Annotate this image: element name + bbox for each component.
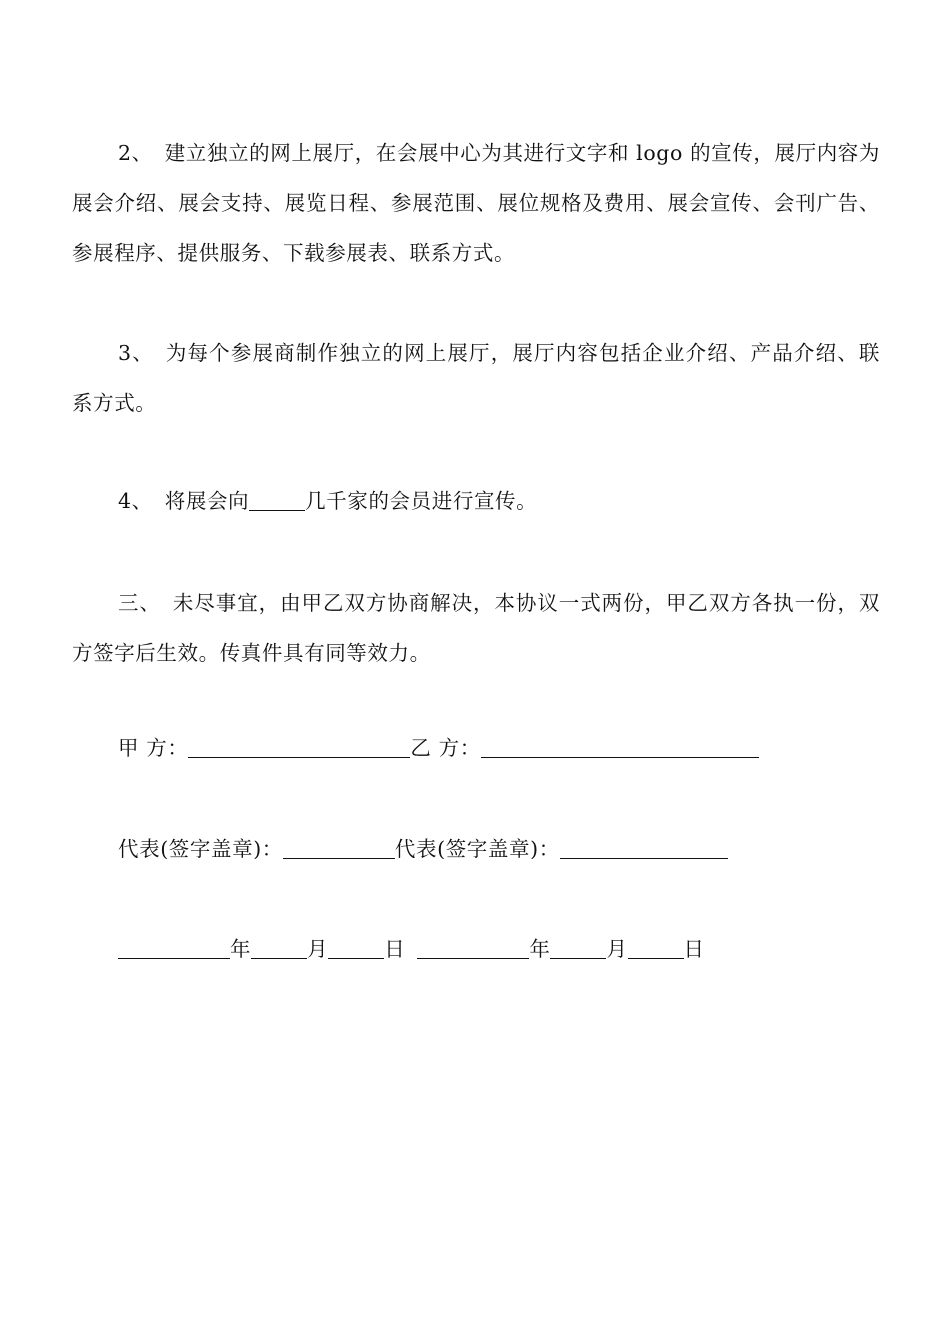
- month-label: 月: [606, 937, 628, 961]
- clause-text-before: 将展会向: [164, 489, 250, 513]
- clause-number: 2、: [118, 141, 153, 165]
- clause-text: 建立独立的网上展厅，在会展中心为其进行文字和 logo 的宣传，展厅内容为展会介绍、展会支持、展览日程、参展范围、展位规格及费用、展会宣传、会刊广告、参展程序、提供服务、下载参展表、联系方式。: [72, 141, 881, 265]
- clause-text-after: 几千家的会员进行宣传。: [305, 489, 538, 513]
- date-a-day-blank[interactable]: [328, 936, 384, 959]
- party-signature-line: [118, 733, 759, 763]
- clause-text: 未尽事宜，由甲乙双方协商解决，本协议一式两份，甲乙双方各执一份，双方签字后生效。传真件具有同等效力。: [72, 591, 880, 665]
- clause-3: [72, 328, 880, 428]
- rep-b-blank[interactable]: [560, 836, 728, 859]
- party-b-blank[interactable]: [481, 735, 759, 758]
- clause-2: [72, 128, 880, 278]
- day-label: 日: [384, 937, 406, 961]
- rep-a-blank[interactable]: [283, 836, 395, 859]
- clause-number: 三、: [118, 591, 161, 615]
- date-b-month-blank[interactable]: [550, 936, 606, 959]
- fill-blank-member-org[interactable]: [249, 488, 305, 511]
- clause-4: [72, 476, 880, 526]
- year-label: 年: [230, 937, 252, 961]
- rep-a-label: 代表(签字盖章)：: [118, 837, 283, 861]
- month-label: 月: [307, 937, 329, 961]
- clause-number: 3、: [118, 341, 154, 365]
- date-b-year-blank[interactable]: [417, 936, 529, 959]
- party-a-blank[interactable]: [188, 735, 410, 758]
- date-line: [118, 934, 705, 964]
- representative-signature-line: [118, 834, 728, 864]
- rep-b-label: 代表(签字盖章)：: [394, 837, 560, 861]
- clause-three: [72, 578, 880, 678]
- year-label: 年: [529, 937, 551, 961]
- date-b-day-blank[interactable]: [628, 936, 684, 959]
- clause-text: 为每个参展商制作独立的网上展厅，展厅内容包括企业介绍、产品介绍、联系方式。: [72, 341, 880, 415]
- party-b-label: 乙 方：: [410, 736, 481, 760]
- date-a-year-blank[interactable]: [118, 936, 230, 959]
- clause-number: 4、: [118, 489, 153, 513]
- day-label: 日: [683, 937, 705, 961]
- party-a-label: 甲 方：: [118, 736, 189, 760]
- date-a-month-blank[interactable]: [251, 936, 307, 959]
